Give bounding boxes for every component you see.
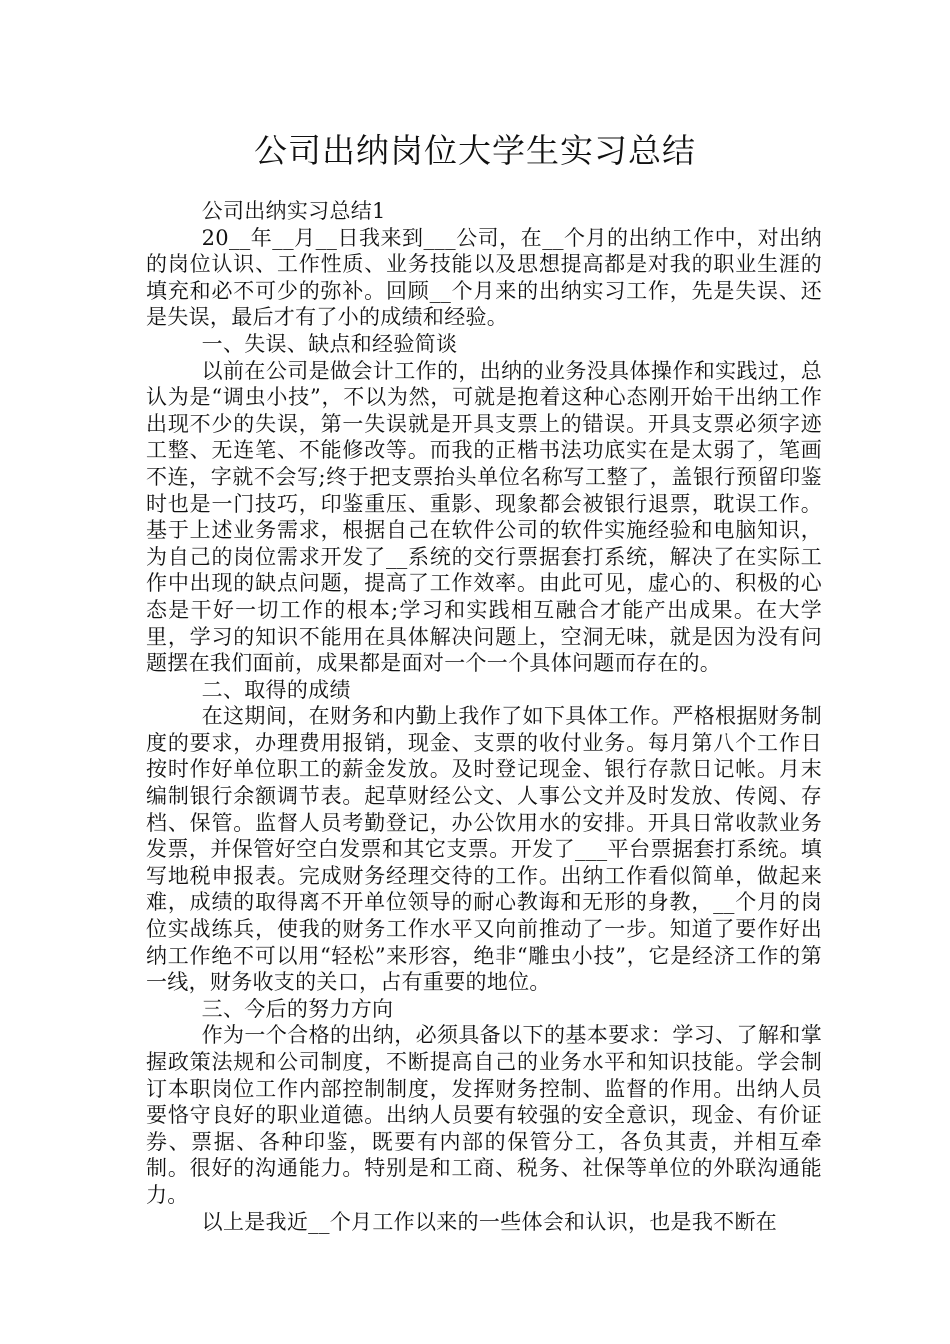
paragraph-section-heading: 公司出纳实习总结1 [201, 199, 386, 223]
document-title: 公司出纳岗位大学生实习总结 [254, 131, 696, 170]
paragraph-heading-2: 二、取得的成绩 [201, 677, 351, 702]
paragraph-heading-3: 三、今后的努力方向 [201, 996, 394, 1021]
paragraph-closing: 以上是我近__个月工作以来的一些体会和认识，也是我不断在 [201, 1209, 778, 1234]
paragraph-body-3: 作为一个合格的出纳，必须具备以下的基本要求：学习、了解和掌握政策法规和公司制度，不断提高自己的业务水平和知识技能。学会制订本职岗位工作内部控制制度，发挥财务控制、监督的作用。出纳人员要恪守良好的职业道德。出纳人员要有较强的安全意识，现金、有价证券、票据、各种印鉴，既要有内部的保管分工，各负其责，并相互牵制。很好的沟通能力。特别是和工商、税务、社保等单位的外联沟通能力。 [146, 1023, 822, 1207]
paragraph-body-1: 以前在公司是做会计工作的，出纳的业务没具体操作和实践过，总认为是“调虫小技”，不以为然，可就是抱着这种心态刚开始干出纳工作出现不少的失误，第一失误就是开具支票上的错误。开具支票必须字迹工整、无连笔、不能修改等。而我的正楷书法功底实在是太弱了，笔画不连，字就不会写;终于把支票抬头单位名称写工整了，盖银行预留印鉴时也是一门技巧，印鉴重压、重影、现象都会被银行退票，耽误工作。基于上述业务需求，根据自己在软件公司的软件实施经验和电脑知识，为自己的岗位需求开发了__系统的交行票据套打系统，解决了在实际工作中出现的缺点问题，提高了工作效率。由此可见，虚心的、积极的心态是干好一切工作的根本;学习和实践相互融合才能产出成果。在大学里，学习的知识不能用在具体解决问题上，空洞无味，就是因为没有问题摆在我们面前，成果都是面对一个一个具体问题而存在的。 [146, 358, 822, 676]
paragraph-body-2: 在这期间，在财务和内勤上我作了如下具体工作。严格根据财务制度的要求，办理费用报销，现金、支票的收付业务。每月第八个工作日按时作好单位职工的薪金发放。及时登记现金、银行存款日记帐。月末编制银行余额调节表。起草财经公文、人事公文并及时发放、传阅、存档、保管。监督人员考勤登记，办公饮用水的安排。开具日常收款业务发票，并保管好空白发票和其它支票。开发了___平台票据套打系统。填写地税申报表。完成财务经理交待的工作。出纳工作看似简单，做起来难，成绩的取得离不开单位领导的耐心教诲和无形的身教，__个月的岗位实战练兵，使我的财务工作水平又向前推动了一步。知道了要作好出纳工作绝不可以用“轻松”来形容，绝非“雕虫小技”，它是经济工作的第一线，财务收支的关口，占有重要的地位。 [146, 704, 822, 995]
paragraph-heading-1: 一、失误、缺点和经验简谈 [201, 331, 458, 356]
document-body [146, 198, 822, 1235]
paragraph-intro: 20__年__月__日我来到___公司，在__个月的出纳工作中，对出纳的岗位认识、工作性质、业务技能以及思想提高都是对我的职业生涯的填充和必不可少的弥补。回顾__个月来的出纳实习工作，先是失误、还是失误，最后才有了小的成绩和经验。 [146, 225, 822, 330]
